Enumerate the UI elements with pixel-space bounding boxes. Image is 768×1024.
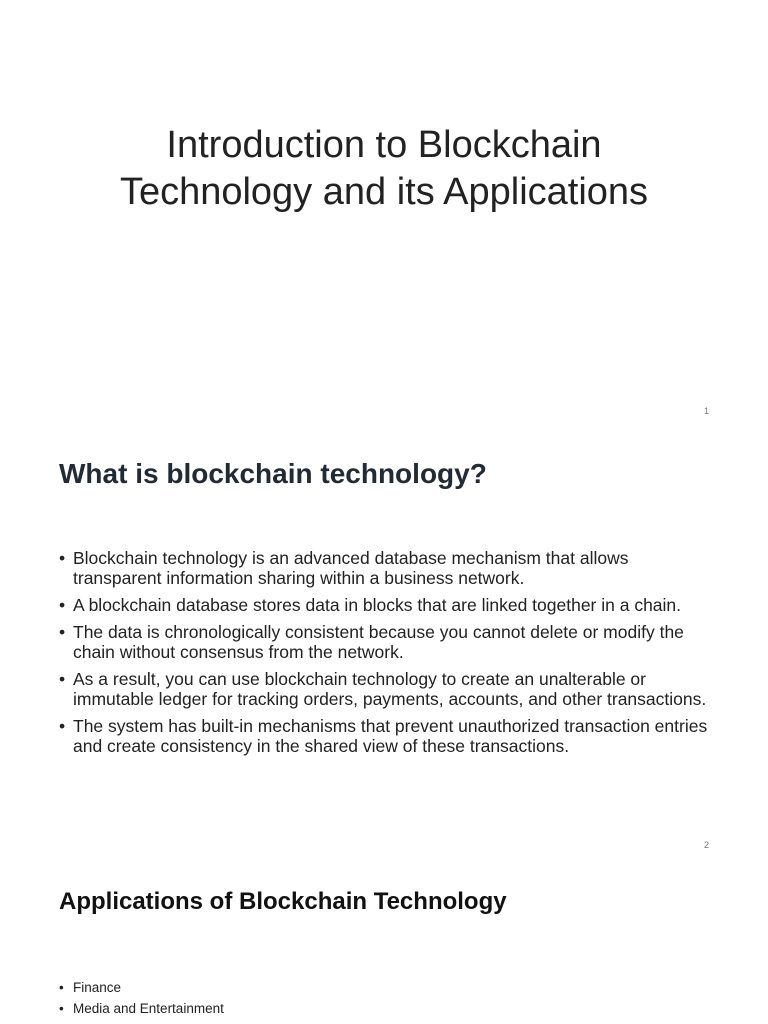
- slide-heading: What is blockchain technology?: [59, 458, 487, 489]
- slide-heading: Applications of Blockchain Technology: [59, 888, 507, 915]
- slide-title: [0, 0, 768, 432]
- bullet-item: • The data is chronologically consistent because you cannot delete or modify the chain without consensus from the network.: [59, 622, 719, 662]
- slide-number: 1: [703, 406, 709, 416]
- slide-what-is-blockchain: [0, 432, 768, 864]
- slide-applications: [0, 864, 768, 1024]
- bullet-list: [59, 548, 719, 763]
- bullet-item: • Blockchain technology is an advanced database mechanism that allows transparent information sharing within a business network.: [59, 548, 719, 588]
- bullet-item: • The system has built-in mechanisms that prevent unauthorized transaction entries and create consistency in the shared view of these transactions.: [59, 716, 719, 756]
- title-line: Technology and its Applications: [119, 171, 649, 213]
- bullet-item: • A blockchain database stores data in blocks that are linked together in a chain.: [59, 595, 719, 615]
- slide-number: 2: [703, 840, 709, 850]
- bullet-item: • Finance: [59, 979, 719, 996]
- title-line: Introduction to Blockchain: [166, 124, 602, 166]
- bullet-item: • As a result, you can use blockchain technology to create an unalterable or immutable ledger for tracking orders, payments, accounts, and other transactions.: [59, 669, 719, 709]
- bullet-list: [59, 979, 719, 1021]
- presentation-title: [0, 122, 768, 216]
- bullet-item: • Media and Entertainment: [59, 1000, 719, 1017]
